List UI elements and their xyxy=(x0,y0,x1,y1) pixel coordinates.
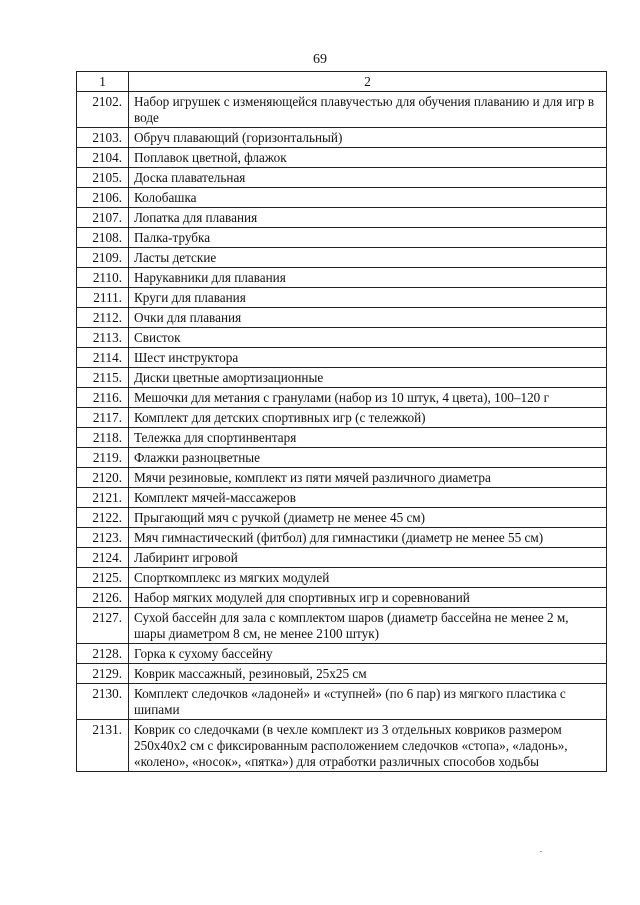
row-item-name: Набор игрушек с изменяющейся плавучестью для обучения плаванию и для игр в воде xyxy=(129,92,607,128)
row-item-name: Комплект следочков «ладоней» и «ступней» (по 6 пар) из мягкого пластика с шипами xyxy=(129,684,607,720)
table-row xyxy=(77,168,607,188)
row-item-name: Мячи резиновые, комплект из пяти мячей различного диаметра xyxy=(129,468,607,488)
row-item-name: Набор мягких модулей для спортивных игр и соревнований xyxy=(129,588,607,608)
table-row xyxy=(77,664,607,684)
table-row xyxy=(77,684,607,720)
row-item-name: Поплавок цветной, флажок xyxy=(129,148,607,168)
row-item-name: Мешочки для метания с гранулами (набор из 10 штук, 4 цвета), 100–120 г xyxy=(129,388,607,408)
row-number: 2127. xyxy=(77,608,129,644)
row-item-name: Ласты детские xyxy=(129,248,607,268)
row-item-name: Сухой бассейн для зала с комплектом шаров (диаметр бассейна не менее 2 м, шары диаметром 8 см, не менее 2100 штук) xyxy=(129,608,607,644)
column-header-name: 2 xyxy=(129,72,607,92)
row-item-name: Комплект для детских спортивных игр (с тележкой) xyxy=(129,408,607,428)
row-number: 2111. xyxy=(77,288,129,308)
table-row xyxy=(77,228,607,248)
row-item-name: Коврик со следочками (в чехле комплект из 3 отдельных ковриков размером 250х40х2 см с фиксированным расположением следочков «стопа», «ладонь», «колено», «носок», «пятка») для отработки различных способов ходьбы xyxy=(129,720,607,772)
table-row xyxy=(77,348,607,368)
table-row xyxy=(77,720,607,772)
row-number: 2120. xyxy=(77,468,129,488)
row-number: 2122. xyxy=(77,508,129,528)
table-row xyxy=(77,448,607,468)
row-number: 2102. xyxy=(77,92,129,128)
row-number: 2119. xyxy=(77,448,129,468)
row-item-name: Флажки разноцветные xyxy=(129,448,607,468)
row-number: 2113. xyxy=(77,328,129,348)
table-row xyxy=(77,488,607,508)
row-item-name: Тележка для спортинвентаря xyxy=(129,428,607,448)
row-item-name: Очки для плавания xyxy=(129,308,607,328)
table-row xyxy=(77,548,607,568)
row-number: 2114. xyxy=(77,348,129,368)
table-row xyxy=(77,328,607,348)
row-number: 2128. xyxy=(77,644,129,664)
row-item-name: Шест инструктора xyxy=(129,348,607,368)
table-row xyxy=(77,148,607,168)
row-item-name: Свисток xyxy=(129,328,607,348)
row-number: 2106. xyxy=(77,188,129,208)
row-item-name: Доска плавательная xyxy=(129,168,607,188)
row-item-name: Коврик массажный, резиновый, 25х25 см xyxy=(129,664,607,684)
row-number: 2124. xyxy=(77,548,129,568)
row-number: 2117. xyxy=(77,408,129,428)
table-row xyxy=(77,408,607,428)
row-number: 2109. xyxy=(77,248,129,268)
row-item-name: Лабиринт игровой xyxy=(129,548,607,568)
row-number: 2115. xyxy=(77,368,129,388)
row-number: 2123. xyxy=(77,528,129,548)
equipment-table xyxy=(76,71,607,772)
table-header-row xyxy=(77,72,607,92)
row-number: 2116. xyxy=(77,388,129,408)
table-row xyxy=(77,248,607,268)
table-row xyxy=(77,608,607,644)
row-item-name: Обруч плавающий (горизонтальный) xyxy=(129,128,607,148)
row-number: 2118. xyxy=(77,428,129,448)
row-number: 2125. xyxy=(77,568,129,588)
table-row xyxy=(77,128,607,148)
row-item-name: Колобашка xyxy=(129,188,607,208)
row-number: 2121. xyxy=(77,488,129,508)
row-number: 2107. xyxy=(77,208,129,228)
row-item-name: Горка к сухому бассейну xyxy=(129,644,607,664)
row-item-name: Прыгающий мяч с ручкой (диаметр не менее 45 см) xyxy=(129,508,607,528)
row-item-name: Комплект мячей-массажеров xyxy=(129,488,607,508)
table-row xyxy=(77,288,607,308)
row-number: 2129. xyxy=(77,664,129,684)
row-item-name: Нарукавники для плавания xyxy=(129,268,607,288)
row-item-name: Круги для плавания xyxy=(129,288,607,308)
table-row xyxy=(77,428,607,448)
scan-speck xyxy=(540,851,542,852)
row-number: 2126. xyxy=(77,588,129,608)
table-row xyxy=(77,208,607,228)
row-item-name: Палка-трубка xyxy=(129,228,607,248)
table-row xyxy=(77,644,607,664)
row-number: 2108. xyxy=(77,228,129,248)
table-row xyxy=(77,92,607,128)
table-row xyxy=(77,528,607,548)
table-row xyxy=(77,468,607,488)
row-number: 2103. xyxy=(77,128,129,148)
row-number: 2110. xyxy=(77,268,129,288)
row-number: 2105. xyxy=(77,168,129,188)
table-row xyxy=(77,368,607,388)
row-number: 2104. xyxy=(77,148,129,168)
table-row xyxy=(77,568,607,588)
row-item-name: Спорткомплекс из мягких модулей xyxy=(129,568,607,588)
row-item-name: Мяч гимнастический (фитбол) для гимнастики (диаметр не менее 55 см) xyxy=(129,528,607,548)
column-header-number: 1 xyxy=(77,72,129,92)
table-row xyxy=(77,388,607,408)
table-row xyxy=(77,268,607,288)
table-row xyxy=(77,508,607,528)
row-number: 2131. xyxy=(77,720,129,772)
table-row xyxy=(77,188,607,208)
row-number: 2130. xyxy=(77,684,129,720)
row-number: 2112. xyxy=(77,308,129,328)
table-row xyxy=(77,588,607,608)
row-item-name: Диски цветные амортизационные xyxy=(129,368,607,388)
table-row xyxy=(77,308,607,328)
page-number: 69 xyxy=(313,52,327,67)
row-item-name: Лопатка для плавания xyxy=(129,208,607,228)
